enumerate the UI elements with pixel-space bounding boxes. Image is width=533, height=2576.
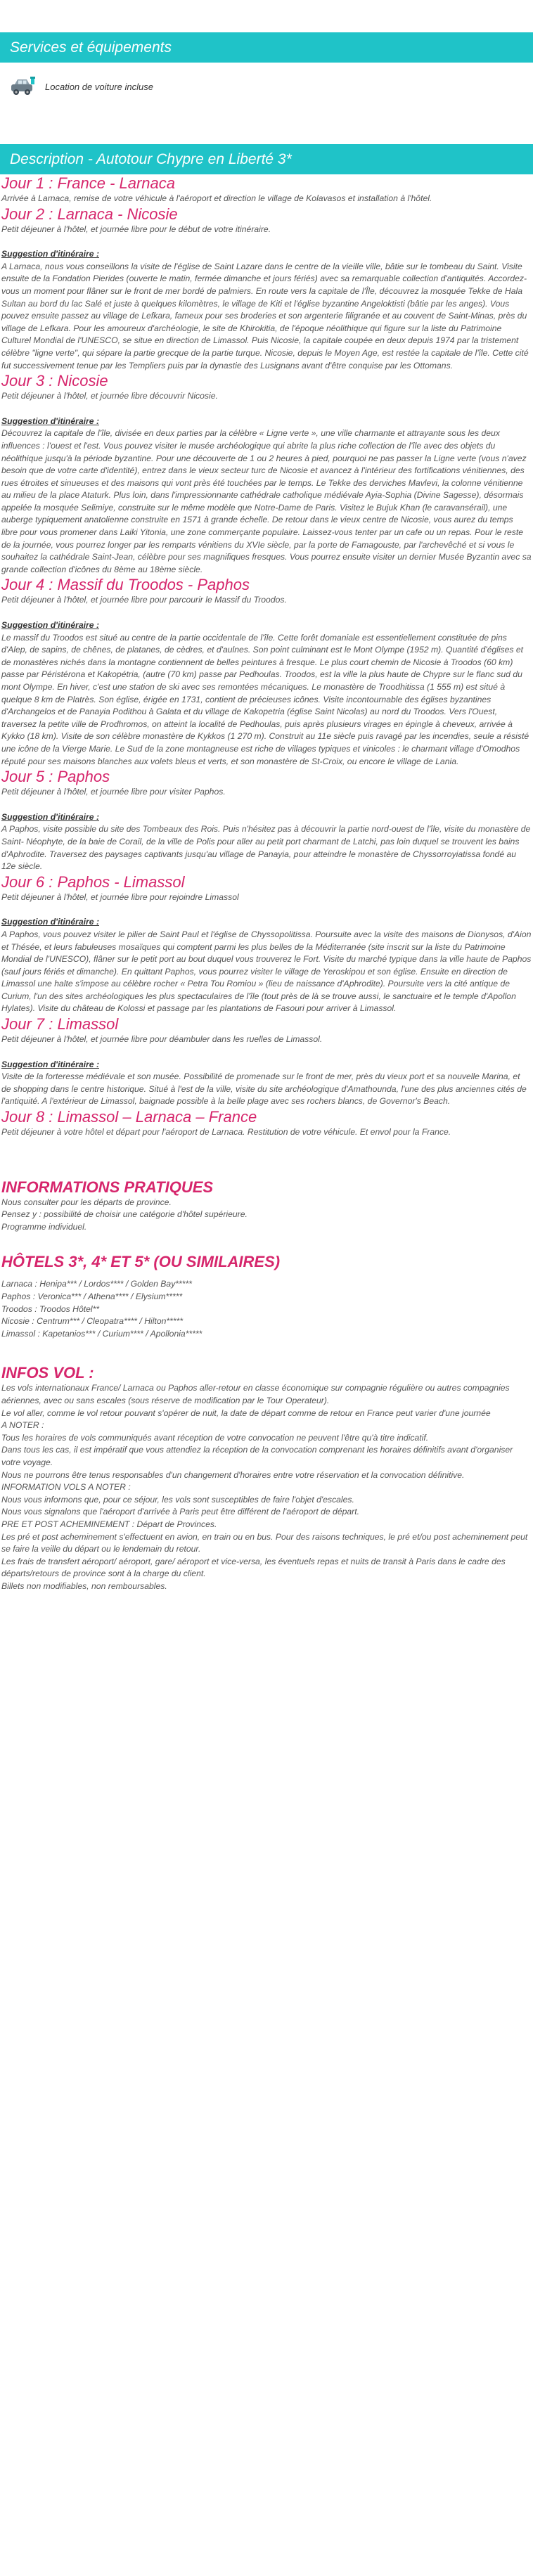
page (0, 32, 533, 1614)
hotels-list (1, 1278, 532, 1340)
day-8-intro: Petit déjeuner à votre hôtel et départ pour l'aéroport de Larnaca. Restitution de votre véhicule. Et envol pour la France. (1, 1127, 451, 1138)
description-heading: Description - Autotour Chypre en Liberté 3* (0, 144, 533, 174)
vols-info-2: Nous vous signalons que l'aéroport d'arrivée à Paris peut être différent de l'aéroport de départ. (1, 1507, 360, 1517)
vols-pre-2: Les frais de transfert aéroport/ aéroport, gare/ aéroport et vice-versa, les éventuels repas et nuits de transit à Paris dans le cadre des départs/retours de province sont à la charge du client. (1, 1556, 506, 1579)
day-3-intro: Petit déjeuner à l'hôtel, et journée libre découvrir Nicosie. (1, 391, 218, 401)
hotel-line: Larnaca : Henipa*** / Lordos**** / Golden Bay***** (1, 1279, 193, 1289)
vols-note-label: A NOTER : (1, 1420, 44, 1431)
vols-paragraph-2: Le vol aller, comme le vol retour pouvant s'opérer de nuit, la date de départ comme de retour en France peut varier d'une journée (1, 1408, 491, 1418)
vols-paragraph-1: Les vols internationaux France/ Larnaca ou Paphos aller-retour en classe économique sur compagnie régulière ou autres compagnies aériennes, avec ou sans escales (sous réserve de modification par le Tour Operateur). (1, 1383, 510, 1405)
pratiques-line-3: Programme individuel. (1, 1221, 87, 1232)
hotel-line: Limassol : Kapetanios*** / Curium**** / Apollonia***** (1, 1328, 203, 1339)
day-3-title: Jour 3 : Nicosie (1, 372, 108, 390)
day-7-intro: Petit déjeuner à l'hôtel, et journée libre pour déambuler dans les ruelles de Limassol. (1, 1034, 323, 1045)
hotel-line: Nicosie : Centrum*** / Cleopatra**** / Hilton***** (1, 1316, 184, 1327)
vols-pre-label: PRE ET POST ACHEMINEMENT : Départ de Provinces. (1, 1519, 217, 1529)
day-4-intro: Petit déjeuner à l'hôtel, et journée libre pour parcourir le Massif du Troodos. (1, 595, 287, 605)
day-1-title: Jour 1 : France - Larnaca (1, 174, 176, 192)
day-7-suggestion: Visite de la forteresse médiévale et son musée. Possibilité de promenade sur le front de mer, près du vieux port et sa nouvelle Marina, et de shopping dans le centre historique. Situé à l'est de la ville, visite du site archéologique d'Amathounda, l'une des plus anciennes cités de l'antiquité. A l'extérieur de Limassol, baignade possible à la belle plage avec ses rochers blancs, de Governor's Beach. (1, 1071, 527, 1107)
pratiques-line-2: Pensez y : possibilité de choisir une catégorie d'hôtel supérieure. (1, 1209, 248, 1220)
hotels-title: HÔTELS 3*, 4* ET 5* (OU SIMILAIRES) (1, 1253, 281, 1271)
day-7-title: Jour 7 : Limassol (1, 1015, 119, 1033)
hotel-line: Paphos : Veronica*** / Athena**** / Elysium***** (1, 1292, 183, 1301)
day-2-intro: Petit déjeuner à l'hôtel, et journée libre pour le début de votre itinéraire. (1, 224, 271, 234)
day-5-intro: Petit déjeuner à l'hôtel, et journée libre pour visiter Paphos. (1, 787, 226, 797)
day-6-intro: Petit déjeuner à l'hôtel, et journée libre pour rejoindre Limassol (1, 891, 239, 902)
service-item-car (0, 63, 533, 102)
hotel-line: Troodos : Troodos Hôtel** (1, 1303, 100, 1314)
service-label: Location de voiture incluse (45, 81, 153, 92)
day-4-suggestion: Le massif du Troodos est situé au centre de la partie occidentale de l'île. Cette forêt domaniale est essentiellement constituée de pins d'Alep, de sapins, de chênes, de platanes, de cèdres, et d'aulnes. Son point culminant est le Mont Olympe (1952 m). Quantité d'églises et de monastères nichés dans la montagne contiennent de belles peintures à fresque. Le plus court chemin de Nicosie à Troodos (60 km) passe par Péristérona et Kakopétria, (autre (70 km) passe par Pedhoulas. Troodos, est la ville la plus haute de Chypre sur le flanc sud du mont Olympe. En hiver, c'est une station de ski avec ses remontées mécaniques. Le monastère de Troodhitissa (1 555 m) est situé à quelque 8 km de Platrès. Son église, érigée en 1731, contient de précieuses icônes. Visite incontournable des églises byzantines d'Archangelos et de Panayia Podithou à Galata et du village de Kakopetria (église Saint Nicolas) au nord du Troodos. Vers l'Ouest, traversez la petite ville de Prodhromos, on atteint la localité de Pedhoulas, puis après plusieurs virages en épingle à cheveux, arrivée à Kykko (18 km). Visite de son célèbre monastère de Kykkos (1 270 m). Construit au 11e siècle puis ravagé par les incendies, seule a résisté une icône de la Vierge Marie. Le Sud de la zone montagneuse est riche de villages typiques et vinicoles : le charmant village d'Omodhos réputé pour ses maisons blanches aux volets bleus et verts, et son monastère de St-Croix, ou encore le village de Lania. (1, 632, 529, 766)
services-heading: Services et équipements (0, 32, 533, 63)
day-3-suggestion: Découvrez la capitale de l'île, divisée en deux parties par la célèbre « Ligne verte », une ville charmante et attrayante sous les deux influences : l'ouest et l'est. Vous pouvez visiter le musée archéologique qui abrite la plus riche collection de l'île avec des objets du néolithique jusqu'à la période byzantine. Pour une découverte de 1 ou 2 heures à pied, pourquoi ne pas passer la Ligne verte (vous n'avez besoin que de votre carte d'identité), entrez dans le vieux secteur turc de Nicosie et avancez à l'intérieur des fortifications vénitiennes, des rues étroites et sinueuses et des maisons qui vont près été touchées par le temps. Le Tekke des derviches Mavlevi, la colonne vénitienne au milieu de la place Ataturk. Plus loin, dans l'impressionnante cathédrale catholique médiévale Ayia-Sophia (Divine Sagesse), désormais appelée la mosquée Selimiye, construite sur le même modèle que Notre-Dame de Paris. Visitez le Bujuk Khan (le caravansérail), une auberge typiquement anatolienne construite en 1571 à grande échelle. De retour dans le vieux centre de Nicosie, vous aurez du temps libre pour vous promener dans Laiki Yitonia, une zone commerçante populaire. Laissez-vous tenter par un cafe ou un repas. Pour le reste de la journée, vous pourrez longer par les remparts vénitiens du XVIe siècle, par la porte de Famagouste, par l'archevêché et si vous le souhaitez la cathédrale Saint-Jean, célèbre pour ses magnifiques fresques. Vous pourrez ensuite visiter un dernier Musée Byzantin avec sa grande collection d'icônes du 8ème au 18ème siècle. (1, 428, 532, 574)
vols-title: INFOS VOL : (1, 1364, 94, 1382)
day-4-suggestion-label: Suggestion d'itinéraire : (1, 620, 100, 631)
vols-info-label: INFORMATION VOLS A NOTER : (1, 1482, 131, 1493)
vols-pre-1: Les pré et post acheminement s'effectuent en avion, en train ou en bus. Pour des raisons techniques, le pré et/ou post acheminement peut se faire la veille du départ ou le lendemain du retour. (1, 1531, 528, 1554)
day-1-intro: Arrivée à Larnaca, remise de votre véhicule à l'aéroport et direction le village de Kolavasos et installation à l'hôtel. (1, 193, 432, 203)
vols-info-1: Nous vous informons que, pour ce séjour, les vols sont susceptibles de faire l'objet d'escales. (1, 1494, 354, 1505)
day-2-title: Jour 2 : Larnaca - Nicosie (1, 205, 178, 223)
day-5-suggestion-label: Suggestion d'itinéraire : (1, 811, 100, 822)
vols-pre-3: Billets non modifiables, non remboursables. (1, 1580, 167, 1591)
day-7-suggestion-label: Suggestion d'itinéraire : (1, 1059, 100, 1069)
day-4-title: Jour 4 : Massif du Troodos - Paphos (1, 576, 250, 594)
day-5-suggestion: A Paphos, visite possible du site des Tombeaux des Rois. Puis n'hésitez pas à découvrir la partie nord-ouest de l'île, visite du monastère de Saint- Néophyte, de la baie de Corail, de la ville de Polis pour aller au petit port charmant de Latchi, pas loin duquel se trouvent les bains d'Aphrodite. Traversez des paysages captivants jusqu'au village de Panayia, pour atteindre le monastère de Chyssorroyiatissa fondé au 12e siècle. (1, 824, 531, 872)
vols-note-2: Dans tous les cas, il est impératif que vous attendiez la réception de la convocation comprenant les horaires définitifs avant d'organiser votre voyage. (1, 1445, 513, 1467)
day-2-suggestion: A Larnaca, nous vous conseillons la visite de l'église de Saint Lazare dans le centre de la vieille ville, bâtie sur le tombeau du Saint. Visite ensuite de la Fondation Pierides (ouverte le matin, fermée dimanche et jours fériés) avec sa remarquable collection d'antiquités. Accordez-vous un moment pour flâner sur le front de mer bordé de palmiers. En route vers la capitale de l'Île, découvrez la mosquée Tekke de Hala Sultan au bord du lac Salé et juste à quelques kilomètres, le village de Kiti et l'église byzantine Angeloktisti (bâtie par les anges). Vous pouvez ensuite passez au village de Lefkara, fameux pour ses broderies et son argenterie filigranée et au couvent de Saint-Minas, près du village de Lefkara. Pour les amoureux d'archéologie, le site de Khirokitia, de l'époque néolithique qui figure sur la liste du Patrimoine Culturel Mondial de l'UNESCO, se situe en direction de Limassol. Puis Nicosie, la capitale coupée en deux depuis 1974 par la tristement célèbre "ligne verte", qui sépare la partie grecque de la partie turque. Nicosie, depuis le Moyen Age, est restée la capitale de l'île. Cette cité fut successivement tenue par les Templiers puis par la dynastie des Lusignans avant d'être conquise par les Ottomans. (1, 261, 529, 371)
itinerary (0, 174, 533, 1592)
vols-note-3: Nous ne pourrons être tenus responsables d'un changement d'horaires entre votre réservation et la convocation définitive. (1, 1469, 465, 1480)
pratiques-title: INFORMATIONS PRATIQUES (1, 1178, 214, 1196)
pratiques-line-1: Nous consulter pour les départs de province. (1, 1197, 172, 1207)
day-6-suggestion-label: Suggestion d'itinéraire : (1, 917, 100, 927)
day-3-suggestion-label: Suggestion d'itinéraire : (1, 416, 100, 426)
day-8-title: Jour 8 : Limassol – Larnaca – France (1, 1108, 257, 1126)
car-icon (10, 76, 37, 97)
day-6-title: Jour 6 : Paphos - Limassol (1, 872, 185, 891)
day-6-suggestion: A Paphos, vous pouvez visiter le pilier de Saint Paul et l'église de Chyssopolitissa. Poursuite avec la visite des maisons de Dionysos, d'Aion et Thésée, et leurs fabuleuses mosaïques qui comptent parmi les plus belles de la Méditerranée (site inscrit sur la liste du Patrimoine Mondial de l'UNESCO), flâner sur le petit port au bout duquel vous trouverez le Fort. Visite du marché typique dans la ville haute de Paphos (sauf jours fériés et dimanche). En quittant Paphos, vous pourrez visiter le village de Yeroskipou et son église. Ensuite en direction de Limassol une halte s'impose au célèbre rocher « Petra Tou Romiou » (lieu de naissance d'Aphrodite). Poursuite vers la cité antique de Curium, l'un des sites archéologiques les plus spectaculaires de l'île (tout près de là se trouve aussi, le sanctuaire et le temple d'Apollon Hylates). Visite du château de Kolossi et passage par les plantations de Fasouri pour arriver à Limassol. (1, 929, 532, 1014)
day-2-suggestion-label: Suggestion d'itinéraire : (1, 249, 100, 259)
vols-note-1: Tous les horaires de vols communiqués avant réception de votre convocation ne peuvent l'être qu'à titre indicatif. (1, 1432, 429, 1443)
day-5-title: Jour 5 : Paphos (1, 768, 110, 786)
